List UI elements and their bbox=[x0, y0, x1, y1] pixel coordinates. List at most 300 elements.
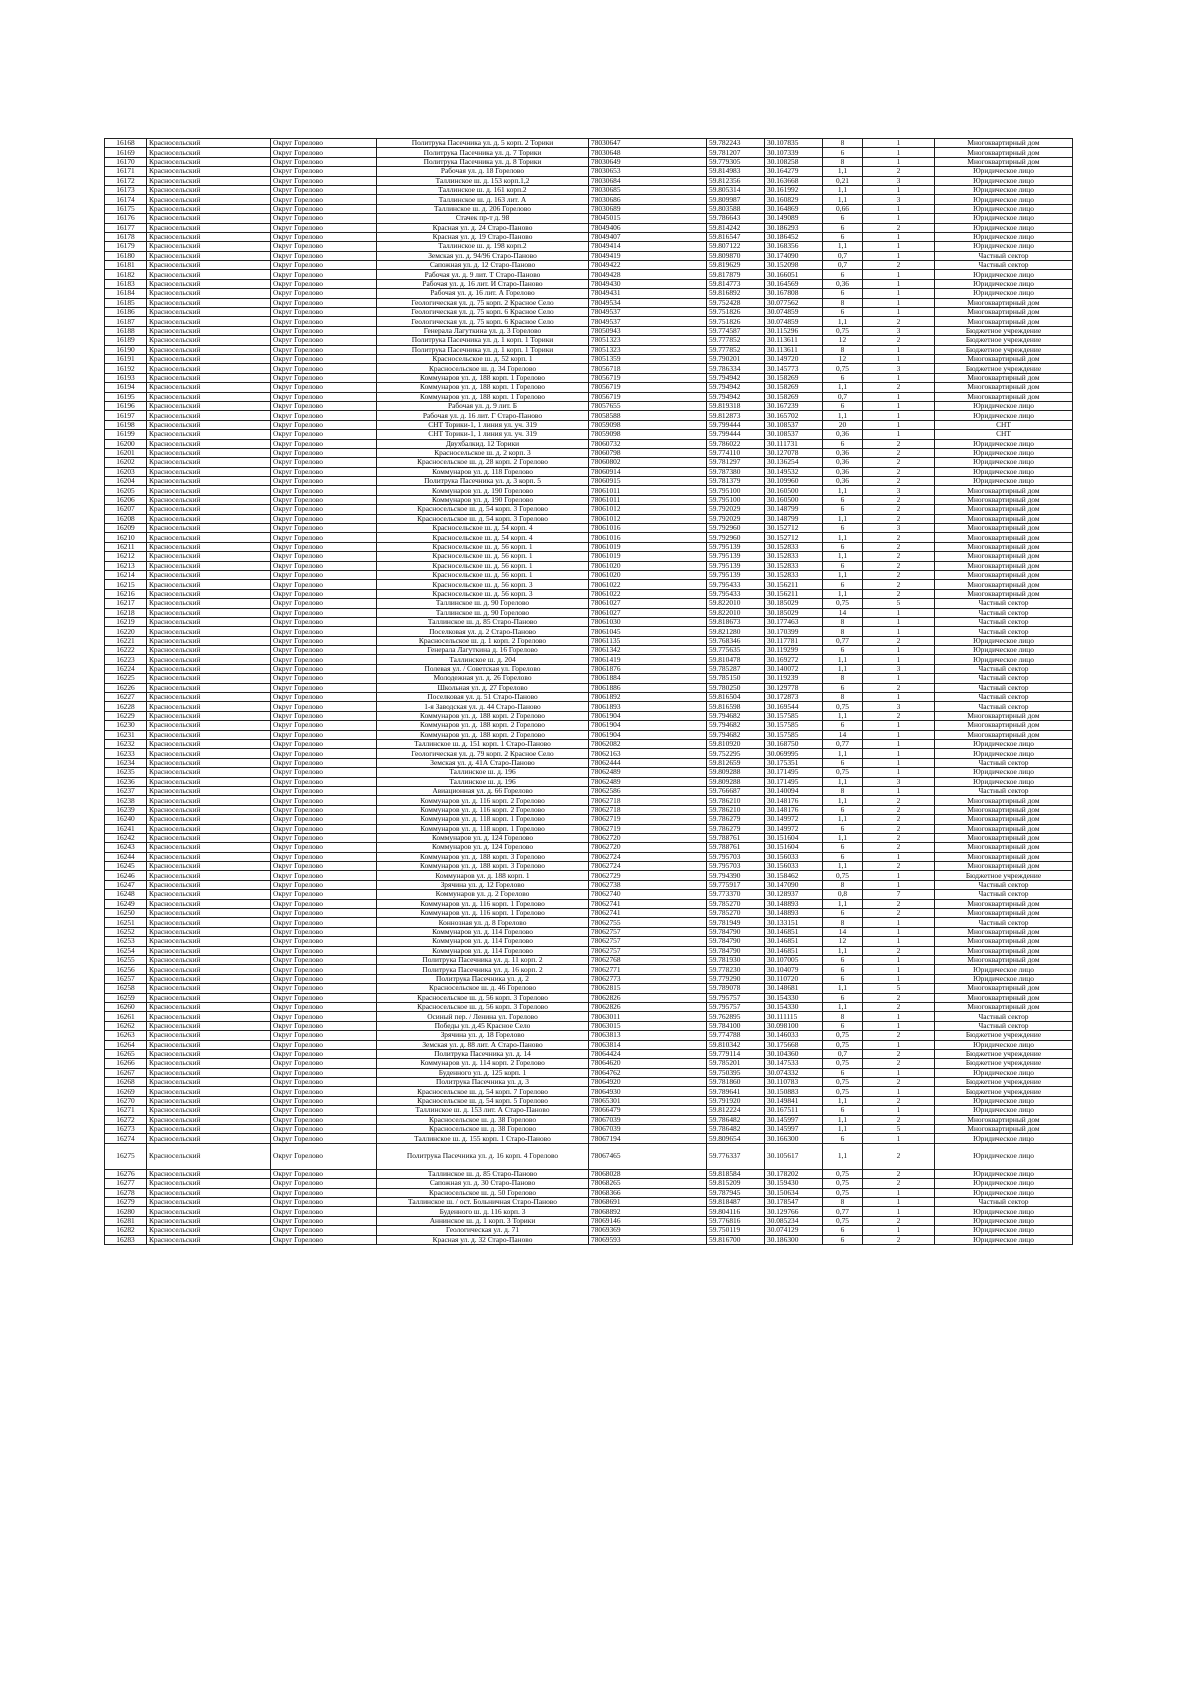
municipal-area-cell: Округ Горелово bbox=[271, 148, 377, 157]
object-code-cell: 78061022 bbox=[589, 580, 707, 589]
source-type-cell: Юридическое лицо bbox=[935, 467, 1073, 476]
row-number-cell: 16220 bbox=[105, 627, 147, 636]
district-cell: Красносельский bbox=[147, 608, 271, 617]
object-code-cell: 78030648 bbox=[589, 148, 707, 157]
container-count-cell: 2 bbox=[863, 1169, 935, 1178]
row-number-cell: 16275 bbox=[105, 1143, 147, 1169]
table-row bbox=[105, 232, 1073, 241]
district-cell: Красносельский bbox=[147, 195, 271, 204]
volume-cell: 1,1 bbox=[823, 514, 863, 523]
address-cell: Красносельское ш. д. 56 корп. 1 bbox=[377, 552, 589, 561]
row-number-cell: 16267 bbox=[105, 1068, 147, 1077]
district-cell: Красносельский bbox=[147, 740, 271, 749]
address-cell: Таллинское ш. д. 90 Горелово bbox=[377, 608, 589, 617]
address-cell: Сапожная ул. д. 12 Старо-Паново bbox=[377, 261, 589, 270]
volume-cell: 1,1 bbox=[823, 570, 863, 579]
container-count-cell: 2 bbox=[863, 796, 935, 805]
address-cell: Таллинское ш. д. 204 bbox=[377, 655, 589, 664]
municipal-area-cell: Округ Горелово bbox=[271, 1078, 377, 1087]
table-row bbox=[105, 467, 1073, 476]
municipal-area-cell: Округ Горелово bbox=[271, 627, 377, 636]
source-type-cell: Многоквартирный дом bbox=[935, 139, 1073, 148]
container-count-cell: 1 bbox=[863, 1207, 935, 1216]
district-cell: Красносельский bbox=[147, 693, 271, 702]
object-code-cell: 78061011 bbox=[589, 495, 707, 504]
table-row bbox=[105, 542, 1073, 551]
longitude-cell: 30.109960 bbox=[765, 477, 823, 486]
address-cell: Коммунаров ул. д. 114 Горелово bbox=[377, 946, 589, 955]
address-cell: Красносельское ш. д. 38 Горелово bbox=[377, 1125, 589, 1134]
container-count-cell: 3 bbox=[863, 524, 935, 533]
volume-cell: 1,1 bbox=[823, 862, 863, 871]
volume-cell: 6 bbox=[823, 646, 863, 655]
municipal-area-cell: Округ Горелово bbox=[271, 1216, 377, 1225]
table-row bbox=[105, 570, 1073, 579]
object-code-cell: 78059098 bbox=[589, 420, 707, 429]
longitude-cell: 30.104360 bbox=[765, 1049, 823, 1058]
latitude-cell: 59.795703 bbox=[707, 862, 765, 871]
source-type-cell: Частный сектор bbox=[935, 608, 1073, 617]
source-type-cell: Частный сектор bbox=[935, 674, 1073, 683]
municipal-area-cell: Округ Горелово bbox=[271, 740, 377, 749]
municipal-area-cell: Округ Горелово bbox=[271, 1106, 377, 1115]
latitude-cell: 59.774110 bbox=[707, 448, 765, 457]
municipal-area-cell: Округ Горелово bbox=[271, 777, 377, 786]
volume-cell: 0,7 bbox=[823, 1049, 863, 1058]
municipal-area-cell: Округ Горелово bbox=[271, 1059, 377, 1068]
district-cell: Красносельский bbox=[147, 702, 271, 711]
longitude-cell: 30.129778 bbox=[765, 683, 823, 692]
municipal-area-cell: Округ Горелово bbox=[271, 974, 377, 983]
municipal-area-cell: Округ Горелово bbox=[271, 655, 377, 664]
longitude-cell: 30.149841 bbox=[765, 1096, 823, 1105]
latitude-cell: 59.752295 bbox=[707, 749, 765, 758]
container-count-cell: 1 bbox=[863, 768, 935, 777]
source-type-cell: Юридическое лицо bbox=[935, 289, 1073, 298]
latitude-cell: 59.792029 bbox=[707, 505, 765, 514]
row-number-cell: 16249 bbox=[105, 899, 147, 908]
object-code-cell: 78062738 bbox=[589, 880, 707, 889]
municipal-area-cell: Округ Горелово bbox=[271, 561, 377, 570]
volume-cell: 6 bbox=[823, 373, 863, 382]
municipal-area-cell: Округ Горелово bbox=[271, 223, 377, 232]
district-cell: Красносельский bbox=[147, 965, 271, 974]
longitude-cell: 30.145997 bbox=[765, 1125, 823, 1134]
source-type-cell: Многоквартирный дом bbox=[935, 815, 1073, 824]
district-cell: Красносельский bbox=[147, 833, 271, 842]
source-type-cell: Многоквартирный дом bbox=[935, 730, 1073, 739]
container-count-cell: 3 bbox=[863, 486, 935, 495]
table-row bbox=[105, 270, 1073, 279]
container-count-cell: 2 bbox=[863, 909, 935, 918]
source-type-cell: Частный сектор bbox=[935, 261, 1073, 270]
row-number-cell: 16178 bbox=[105, 232, 147, 241]
address-cell: Таллинское ш. д. 196 bbox=[377, 777, 589, 786]
container-count-cell: 1 bbox=[863, 646, 935, 655]
volume-cell: 0,75 bbox=[823, 768, 863, 777]
table-row bbox=[105, 1021, 1073, 1030]
municipal-area-cell: Округ Горелово bbox=[271, 852, 377, 861]
address-cell: Таллинское ш. д. 161 корп.2 bbox=[377, 185, 589, 194]
longitude-cell: 30.171495 bbox=[765, 768, 823, 777]
table-row bbox=[105, 1125, 1073, 1134]
longitude-cell: 30.108258 bbox=[765, 157, 823, 166]
object-code-cell: 78063015 bbox=[589, 1021, 707, 1030]
row-number-cell: 16211 bbox=[105, 542, 147, 551]
address-cell: Победы ул. д.45 Красное Село bbox=[377, 1021, 589, 1030]
volume-cell: 6 bbox=[823, 439, 863, 448]
row-number-cell: 16278 bbox=[105, 1188, 147, 1197]
district-cell: Красносельский bbox=[147, 185, 271, 194]
longitude-cell: 30.161992 bbox=[765, 185, 823, 194]
row-number-cell: 16182 bbox=[105, 270, 147, 279]
latitude-cell: 59.781949 bbox=[707, 918, 765, 927]
source-type-cell: Многоквартирный дом bbox=[935, 524, 1073, 533]
latitude-cell: 59.794942 bbox=[707, 383, 765, 392]
container-count-cell: 1 bbox=[863, 401, 935, 410]
object-code-cell: 78062724 bbox=[589, 852, 707, 861]
latitude-cell: 59.794942 bbox=[707, 373, 765, 382]
row-number-cell: 16239 bbox=[105, 805, 147, 814]
latitude-cell: 59.788761 bbox=[707, 843, 765, 852]
district-cell: Красносельский bbox=[147, 768, 271, 777]
volume-cell: 1,1 bbox=[823, 664, 863, 673]
longitude-cell: 30.148176 bbox=[765, 805, 823, 814]
longitude-cell: 30.167239 bbox=[765, 401, 823, 410]
table-row bbox=[105, 824, 1073, 833]
municipal-area-cell: Округ Горелово bbox=[271, 1002, 377, 1011]
object-code-cell: 78062755 bbox=[589, 918, 707, 927]
row-number-cell: 16259 bbox=[105, 993, 147, 1002]
address-cell: Политрука Пасечника ул. д. 1 корп. 1 Торики bbox=[377, 336, 589, 345]
row-number-cell: 16206 bbox=[105, 495, 147, 504]
volume-cell: 1,1 bbox=[823, 711, 863, 720]
table-row bbox=[105, 458, 1073, 467]
source-type-cell: Юридическое лицо bbox=[935, 242, 1073, 251]
district-cell: Красносельский bbox=[147, 1115, 271, 1124]
latitude-cell: 59.778230 bbox=[707, 965, 765, 974]
latitude-cell: 59.752428 bbox=[707, 298, 765, 307]
table-row bbox=[105, 1096, 1073, 1105]
address-cell: Осиный пер. / Ленина ул. Горелово bbox=[377, 1012, 589, 1021]
container-count-cell: 2 bbox=[863, 439, 935, 448]
longitude-cell: 30.157585 bbox=[765, 711, 823, 720]
district-cell: Красносельский bbox=[147, 242, 271, 251]
district-cell: Красносельский bbox=[147, 1021, 271, 1030]
latitude-cell: 59.762895 bbox=[707, 1012, 765, 1021]
district-cell: Красносельский bbox=[147, 552, 271, 561]
volume-cell: 0,36 bbox=[823, 430, 863, 439]
source-type-cell: Многоквартирный дом bbox=[935, 843, 1073, 852]
district-cell: Красносельский bbox=[147, 524, 271, 533]
row-number-cell: 16230 bbox=[105, 721, 147, 730]
table-row bbox=[105, 636, 1073, 645]
district-cell: Красносельский bbox=[147, 749, 271, 758]
municipal-area-cell: Округ Горелово bbox=[271, 599, 377, 608]
object-code-cell: 78061027 bbox=[589, 608, 707, 617]
source-type-cell: Юридическое лицо bbox=[935, 279, 1073, 288]
source-type-cell: Многоквартирный дом bbox=[935, 148, 1073, 157]
table-row bbox=[105, 242, 1073, 251]
address-cell: Коммунаров ул. д. 118 корп. 1 Горелово bbox=[377, 824, 589, 833]
latitude-cell: 59.784790 bbox=[707, 946, 765, 955]
table-row bbox=[105, 185, 1073, 194]
table-row bbox=[105, 505, 1073, 514]
object-code-cell: 78061016 bbox=[589, 524, 707, 533]
source-type-cell: Многоквартирный дом bbox=[935, 711, 1073, 720]
longitude-cell: 30.110783 bbox=[765, 1078, 823, 1087]
object-code-cell: 78068691 bbox=[589, 1197, 707, 1206]
row-number-cell: 16197 bbox=[105, 411, 147, 420]
table-row bbox=[105, 918, 1073, 927]
address-cell: Геологическая ул. д. 79 корп. 2 Красное Село bbox=[377, 749, 589, 758]
row-number-cell: 16246 bbox=[105, 871, 147, 880]
municipal-area-cell: Округ Горелово bbox=[271, 308, 377, 317]
municipal-area-cell: Округ Горелово bbox=[271, 533, 377, 542]
volume-cell: 0,75 bbox=[823, 1179, 863, 1188]
address-cell: Рабочая ул. д. 18 Горелово bbox=[377, 167, 589, 176]
municipal-area-cell: Округ Горелово bbox=[271, 843, 377, 852]
municipal-area-cell: Округ Горелово bbox=[271, 608, 377, 617]
table-row bbox=[105, 871, 1073, 880]
address-cell: Красносельское ш. д. 1 корп. 2 Горелово bbox=[377, 636, 589, 645]
volume-cell: 8 bbox=[823, 674, 863, 683]
source-type-cell: Юридическое лицо bbox=[935, 458, 1073, 467]
district-cell: Красносельский bbox=[147, 1125, 271, 1134]
source-type-cell: Юридическое лицо bbox=[935, 223, 1073, 232]
source-type-cell: Многоквартирный дом bbox=[935, 514, 1073, 523]
object-code-cell: 78061022 bbox=[589, 589, 707, 598]
latitude-cell: 59.790201 bbox=[707, 354, 765, 363]
address-cell: Коммунаров ул. д. 188 корп. 1 Горелово bbox=[377, 392, 589, 401]
municipal-area-cell: Округ Горелово bbox=[271, 420, 377, 429]
source-type-cell: Юридическое лицо bbox=[935, 1216, 1073, 1225]
table-row bbox=[105, 833, 1073, 842]
container-count-cell: 2 bbox=[863, 167, 935, 176]
latitude-cell: 59.812659 bbox=[707, 758, 765, 767]
district-cell: Красносельский bbox=[147, 862, 271, 871]
volume-cell: 0,75 bbox=[823, 364, 863, 373]
district-cell: Красносельский bbox=[147, 937, 271, 946]
municipal-area-cell: Округ Горелово bbox=[271, 1031, 377, 1040]
volume-cell: 6 bbox=[823, 1068, 863, 1077]
volume-cell: 0,77 bbox=[823, 636, 863, 645]
longitude-cell: 30.104079 bbox=[765, 965, 823, 974]
object-code-cell: 78049414 bbox=[589, 242, 707, 251]
object-code-cell: 78064920 bbox=[589, 1078, 707, 1087]
container-count-cell: 3 bbox=[863, 777, 935, 786]
district-cell: Красносельский bbox=[147, 617, 271, 626]
address-cell: Красносельское ш. д. 56 корп. 3 Горелово bbox=[377, 993, 589, 1002]
address-cell: Коммунаров ул. д. 188 корп. 1 Горелово bbox=[377, 383, 589, 392]
source-type-cell: Многоквартирный дом bbox=[935, 589, 1073, 598]
district-cell: Красносельский bbox=[147, 514, 271, 523]
source-type-cell: Многоквартирный дом bbox=[935, 852, 1073, 861]
row-number-cell: 16252 bbox=[105, 927, 147, 936]
container-count-cell: 1 bbox=[863, 721, 935, 730]
address-cell: Политрука Пасечника ул. д. 3 корп. 5 bbox=[377, 477, 589, 486]
object-code-cell: 78061884 bbox=[589, 674, 707, 683]
municipal-area-cell: Округ Горелово bbox=[271, 1087, 377, 1096]
volume-cell: 8 bbox=[823, 298, 863, 307]
municipal-area-cell: Округ Горелово bbox=[271, 1096, 377, 1105]
latitude-cell: 59.819629 bbox=[707, 261, 765, 270]
address-cell: Таллинское ш. д. 153 корп.1,2 bbox=[377, 176, 589, 185]
object-code-cell: 78061019 bbox=[589, 552, 707, 561]
district-cell: Красносельский bbox=[147, 1197, 271, 1206]
table-row bbox=[105, 289, 1073, 298]
table-row bbox=[105, 796, 1073, 805]
row-number-cell: 16273 bbox=[105, 1125, 147, 1134]
table-row bbox=[105, 749, 1073, 758]
table-row bbox=[105, 589, 1073, 598]
table-row bbox=[105, 439, 1073, 448]
latitude-cell: 59.784100 bbox=[707, 1021, 765, 1030]
address-cell: Двухбалкид. 12 Торики bbox=[377, 439, 589, 448]
latitude-cell: 59.795139 bbox=[707, 552, 765, 561]
longitude-cell: 30.146033 bbox=[765, 1031, 823, 1040]
object-code-cell: 78063813 bbox=[589, 1031, 707, 1040]
object-code-cell: 78063814 bbox=[589, 1040, 707, 1049]
longitude-cell: 30.127078 bbox=[765, 448, 823, 457]
longitude-cell: 30.133151 bbox=[765, 918, 823, 927]
longitude-cell: 30.110720 bbox=[765, 974, 823, 983]
row-number-cell: 16280 bbox=[105, 1207, 147, 1216]
municipal-area-cell: Округ Горелово bbox=[271, 683, 377, 692]
row-number-cell: 16222 bbox=[105, 646, 147, 655]
address-cell: Коммунаров ул. д. 188 корп. 3 Горелово bbox=[377, 862, 589, 871]
address-cell: Зрячина ул. д. 18 Горелово bbox=[377, 1031, 589, 1040]
table-row bbox=[105, 148, 1073, 157]
municipal-area-cell: Округ Горелово bbox=[271, 880, 377, 889]
container-count-cell: 2 bbox=[863, 552, 935, 561]
container-count-cell: 2 bbox=[863, 570, 935, 579]
row-number-cell: 16251 bbox=[105, 918, 147, 927]
longitude-cell: 30.140094 bbox=[765, 786, 823, 795]
row-number-cell: 16260 bbox=[105, 1002, 147, 1011]
table-row bbox=[105, 279, 1073, 288]
municipal-area-cell: Округ Горелово bbox=[271, 946, 377, 955]
object-code-cell: 78064930 bbox=[589, 1087, 707, 1096]
district-cell: Красносельский bbox=[147, 261, 271, 270]
municipal-area-cell: Округ Горелово bbox=[271, 1197, 377, 1206]
latitude-cell: 59.784790 bbox=[707, 927, 765, 936]
address-cell: Коммунаров ул. д. 118 Горелово bbox=[377, 467, 589, 476]
source-type-cell: Бюджетное учреждение bbox=[935, 1059, 1073, 1068]
district-cell: Красносельский bbox=[147, 1002, 271, 1011]
latitude-cell: 59.780250 bbox=[707, 683, 765, 692]
source-type-cell: Юридическое лицо bbox=[935, 1226, 1073, 1235]
source-type-cell: Бюджетное учреждение bbox=[935, 871, 1073, 880]
table-row bbox=[105, 984, 1073, 993]
district-cell: Красносельский bbox=[147, 1068, 271, 1077]
table-row bbox=[105, 430, 1073, 439]
volume-cell: 6 bbox=[823, 542, 863, 551]
longitude-cell: 30.146851 bbox=[765, 937, 823, 946]
municipal-area-cell: Округ Горелово bbox=[271, 251, 377, 260]
municipal-area-cell: Округ Горелово bbox=[271, 261, 377, 270]
object-code-cell: 78062720 bbox=[589, 843, 707, 852]
address-cell: Таллинское ш. д. 153 лит. А Старо-Паново bbox=[377, 1106, 589, 1115]
latitude-cell: 59.781207 bbox=[707, 148, 765, 157]
longitude-cell: 30.152833 bbox=[765, 561, 823, 570]
container-count-cell: 1 bbox=[863, 937, 935, 946]
municipal-area-cell: Округ Горелово bbox=[271, 495, 377, 504]
district-cell: Красносельский bbox=[147, 477, 271, 486]
longitude-cell: 30.172873 bbox=[765, 693, 823, 702]
latitude-cell: 59.795757 bbox=[707, 993, 765, 1002]
source-type-cell: Многоквартирный дом bbox=[935, 495, 1073, 504]
table-row bbox=[105, 721, 1073, 730]
volume-cell: 0,75 bbox=[823, 871, 863, 880]
district-cell: Красносельский bbox=[147, 796, 271, 805]
address-cell: Красносельское ш. д. 56 корп. 1 bbox=[377, 561, 589, 570]
volume-cell: 8 bbox=[823, 157, 863, 166]
object-code-cell: 78045015 bbox=[589, 214, 707, 223]
source-type-cell: Частный сектор bbox=[935, 786, 1073, 795]
address-cell: Таллинское ш. д. 85 Старо-Паново bbox=[377, 1169, 589, 1178]
volume-cell: 8 bbox=[823, 1197, 863, 1206]
object-code-cell: 78067039 bbox=[589, 1115, 707, 1124]
volume-cell: 1,1 bbox=[823, 749, 863, 758]
table-row bbox=[105, 1031, 1073, 1040]
table-row bbox=[105, 561, 1073, 570]
latitude-cell: 59.803588 bbox=[707, 204, 765, 213]
source-type-cell: Многоквартирный дом bbox=[935, 1002, 1073, 1011]
longitude-cell: 30.154330 bbox=[765, 993, 823, 1002]
container-count-cell: 5 bbox=[863, 984, 935, 993]
volume-cell: 6 bbox=[823, 824, 863, 833]
row-number-cell: 16205 bbox=[105, 486, 147, 495]
table-row bbox=[105, 167, 1073, 176]
source-type-cell: Юридическое лицо bbox=[935, 1207, 1073, 1216]
longitude-cell: 30.148893 bbox=[765, 909, 823, 918]
address-cell: Политрука Пасечника ул. д. 3 bbox=[377, 1078, 589, 1087]
volume-cell: 0,75 bbox=[823, 1087, 863, 1096]
latitude-cell: 59.791920 bbox=[707, 1096, 765, 1105]
municipal-area-cell: Округ Горелово bbox=[271, 768, 377, 777]
volume-cell: 1,1 bbox=[823, 185, 863, 194]
container-count-cell: 2 bbox=[863, 336, 935, 345]
longitude-cell: 30.147533 bbox=[765, 1059, 823, 1068]
object-code-cell: 78030649 bbox=[589, 157, 707, 166]
object-code-cell: 78068366 bbox=[589, 1188, 707, 1197]
address-cell: Коммунаров ул. д. 124 Горелово bbox=[377, 833, 589, 842]
latitude-cell: 59.786210 bbox=[707, 805, 765, 814]
table-row bbox=[105, 354, 1073, 363]
municipal-area-cell: Округ Горелово bbox=[271, 1134, 377, 1143]
address-cell: Коммунаров ул. д. 190 Горелово bbox=[377, 495, 589, 504]
latitude-cell: 59.785270 bbox=[707, 899, 765, 908]
address-cell: Коммунаров ул. д. 188 корп. 1 Горелово bbox=[377, 373, 589, 382]
object-code-cell: 78067039 bbox=[589, 1125, 707, 1134]
table-row bbox=[105, 1115, 1073, 1124]
municipal-area-cell: Округ Горелово bbox=[271, 467, 377, 476]
volume-cell: 0,36 bbox=[823, 467, 863, 476]
row-number-cell: 16277 bbox=[105, 1179, 147, 1188]
container-count-cell: 1 bbox=[863, 655, 935, 664]
object-code-cell: 78062720 bbox=[589, 833, 707, 842]
source-type-cell: Юридическое лицо bbox=[935, 477, 1073, 486]
volume-cell: 0,75 bbox=[823, 1188, 863, 1197]
object-code-cell: 78061045 bbox=[589, 627, 707, 636]
longitude-cell: 30.163668 bbox=[765, 176, 823, 185]
address-cell: Зрячина ул. д. 12 Горелово bbox=[377, 880, 589, 889]
latitude-cell: 59.786210 bbox=[707, 796, 765, 805]
row-number-cell: 16279 bbox=[105, 1197, 147, 1206]
row-number-cell: 16221 bbox=[105, 636, 147, 645]
source-type-cell: Бюджетное учреждение bbox=[935, 1049, 1073, 1058]
